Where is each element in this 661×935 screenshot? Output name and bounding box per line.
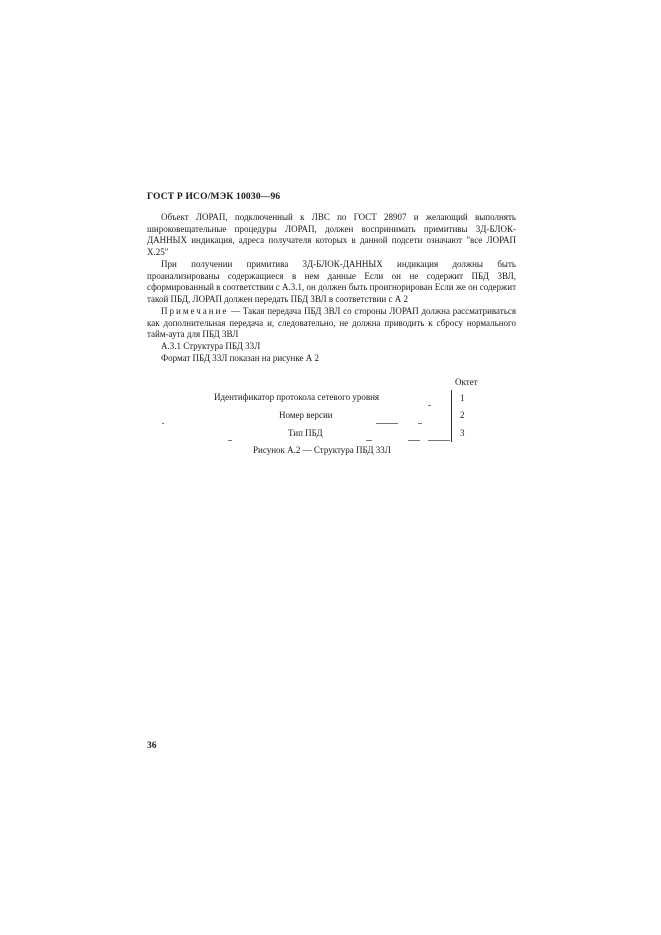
- scan-mark: [228, 440, 232, 441]
- section-title: А.3.1 Структура ПБД 33Л: [161, 341, 261, 351]
- figure-octet-3: 3: [460, 428, 465, 438]
- paragraph-2: При получении примитива 3Д-БЛОК-ДАННЫХ индикация должны быть проанализированы содержащиеся в нем данные Если он не содержит ПБД 3ВЛ, сформированный в соответствии с А.3.1, он должен быть проигнорирован Если же он содержит такой ПБД, ЛОРАП должен передать ПБД 3ВЛ в соответствии с А 2: [147, 259, 517, 304]
- paragraph-1: Объект ЛОРАП, подключенный к ЛВС по ГОСТ 28907 и желающий выполнять широковещательные процедуры ЛОРАП, должен воспринимать примитивы 3Д-БЛОК-ДАННЫХ индикация, адреса получателя которых в данной подсети означают "все ЛОРАП X.25": [147, 212, 516, 257]
- note-label: Примечание: [161, 306, 229, 316]
- page-number: 36: [147, 741, 157, 751]
- scan-mark: [428, 440, 450, 441]
- scan-mark: [428, 405, 431, 406]
- document-header: ГОСТ Р ИСО/МЭК 10030—96: [147, 192, 281, 202]
- figure-field-2: Номер версии: [279, 410, 333, 420]
- scan-mark: [418, 423, 422, 424]
- figure-field-3: Тип ПБД: [288, 428, 323, 438]
- figure-field-1: Идентификатор протокола сетевого уровня: [214, 392, 380, 402]
- figure-octet-2: 2: [460, 410, 465, 420]
- octet-column-header: Октет: [455, 377, 478, 387]
- note-paragraph: [147, 306, 516, 341]
- scan-mark: [376, 423, 398, 424]
- section-text: Формат ПБД 33Л показан на рисунке А 2: [161, 353, 319, 363]
- figure-caption: Рисунок А.2 — Структура ПБД 33Л: [253, 445, 391, 455]
- figure-octet-1: 1: [460, 393, 465, 403]
- note-text: — Такая передача ПБД 3ВЛ со стороны ЛОРАП должна рассматриваться как дополнительная передача и, следовательно, не должна приводить к сбросу нормального тайм-аута для ПБД 3ВЛ: [147, 306, 516, 340]
- scan-mark: [408, 440, 420, 441]
- scan-mark: [366, 440, 372, 441]
- scan-mark: [162, 423, 164, 424]
- octet-bracket-line: [451, 390, 452, 442]
